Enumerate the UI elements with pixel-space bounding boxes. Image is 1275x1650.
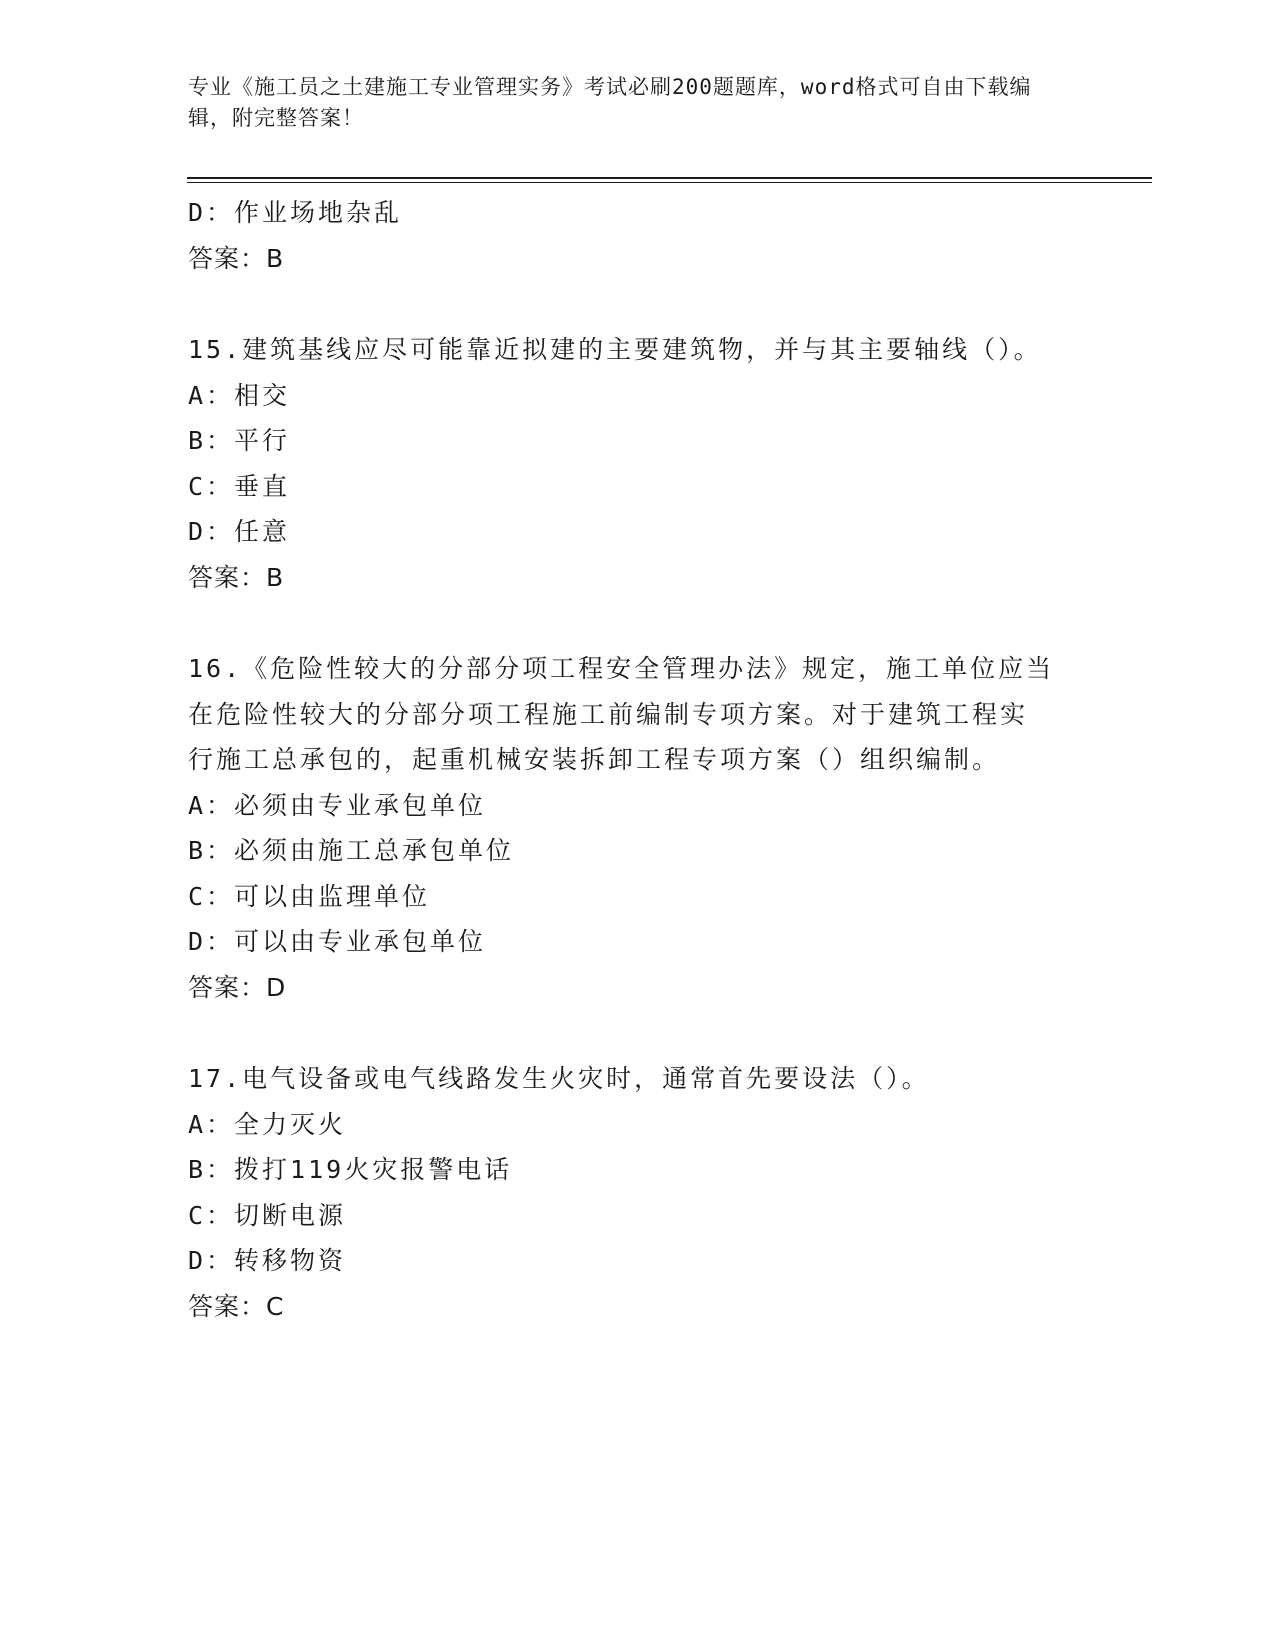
question-text: 16.《危险性较大的分部分项工程安全管理办法》规定，施工单位应当 [188,654,1055,683]
question-text: 17.电气设备或电气线路发生火灾时，通常首先要设法（）。 [188,1064,930,1093]
question-17 [188,1056,1088,1329]
option-a: A：全力灭火 [188,1109,347,1139]
option-b: B：拨打119火灾报警电话 [188,1155,513,1184]
answer-line: 答案：B [188,562,285,592]
option-a: A：必须由专业承包单位 [188,790,487,820]
option-b: B：平行 [188,426,291,455]
question-list [188,190,1088,1329]
question-text-cont: 在危险性较大的分部分项工程施工前编制专项方案。对于建筑工程实 [188,699,1029,729]
question-text: 15.建筑基线应尽可能靠近拟建的主要建筑物，并与其主要轴线（）。 [188,335,1042,364]
option-a: A：相交 [188,380,291,410]
option-c: C：切断电源 [188,1200,347,1230]
option-d: D：作业场地杂乱 [188,198,403,227]
option-d: D：任意 [188,517,291,546]
spacer [188,1010,1088,1056]
option-d: D：转移物资 [188,1246,347,1275]
option-c: C：可以由监理单位 [188,881,431,911]
header-divider [187,177,1152,179]
option-c: C：垂直 [188,471,291,501]
spacer [188,600,1088,646]
option-b: B：必须由施工总承包单位 [188,836,515,865]
header-divider-thin [187,182,1152,183]
header-note: 专业《施工员之土建施工专业管理实务》考试必刷200题题库，word格式可自由下载编辑，附完整答案！ [188,75,1032,130]
answer-line: 答案：B [188,243,285,273]
question-15 [188,327,1088,600]
question-text-cont: 行施工总承包的，起重机械安装拆卸工程专项方案（）组织编制。 [188,745,1001,774]
answer-line: 答案：D [188,972,287,1002]
question-16 [188,646,1088,1010]
spacer [188,281,1088,327]
option-d: D：可以由专业承包单位 [188,927,487,956]
answer-line: 答案：C [188,1291,285,1321]
